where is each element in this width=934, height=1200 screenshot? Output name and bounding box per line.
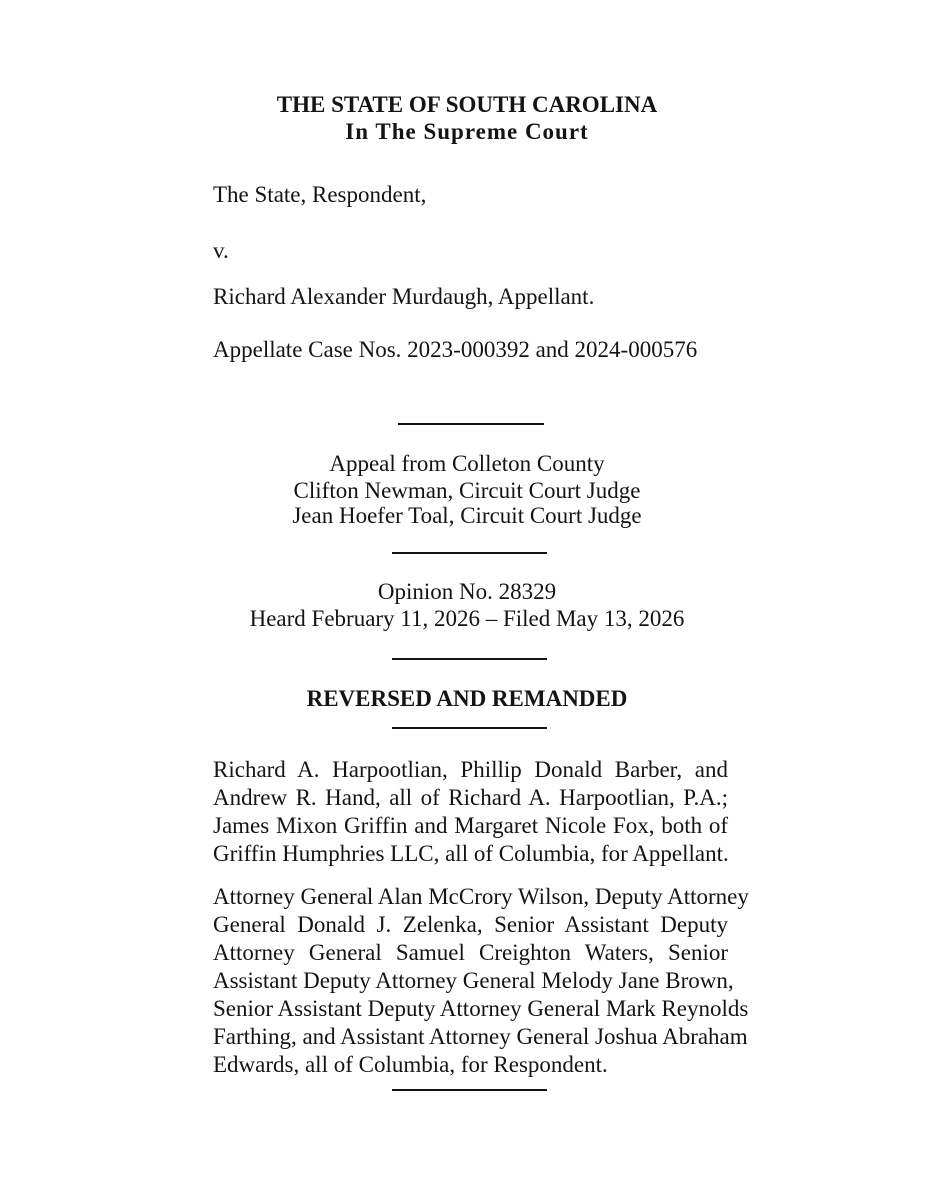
respondent-caption: The State, Respondent, (213, 182, 427, 207)
counsel-line: General Donald J. Zelenka, Senior Assistant Deputy (213, 912, 728, 937)
counsel-line: Griffin Humphries LLC, all of Columbia, for Appellant. (213, 841, 729, 866)
counsel-line: Andrew R. Hand, all of Richard A. Harpootlian, P.A.; (213, 785, 728, 810)
counsel-line: Attorney General Samuel Creighton Waters, Senior (213, 940, 728, 965)
counsel-line: Edwards, all of Columbia, for Respondent. (213, 1052, 608, 1077)
counsel-line: Richard A. Harpootlian, Phillip Donald Barber, and (213, 757, 728, 782)
trial-judge-2: Jean Hoefer Toal, Circuit Court Judge (292, 503, 642, 528)
opinion-number: Opinion No. 28329 (377, 579, 557, 604)
court-state-heading: THE STATE OF SOUTH CAROLINA (276, 92, 658, 117)
court-name-heading: In The Supreme Court (345, 119, 589, 144)
counsel-line: Attorney General Alan McCrory Wilson, Deputy Attorney (213, 884, 749, 909)
heard-filed-dates: Heard February 11, 2026 – Filed May 13, 2026 (249, 606, 685, 631)
versus-caption: v. (213, 238, 229, 263)
case-numbers: Appellate Case Nos. 2023-000392 and 2024-000576 (213, 337, 698, 362)
divider-rule (392, 658, 547, 660)
divider-rule (398, 423, 544, 425)
trial-judge-1: Clifton Newman, Circuit Court Judge (293, 478, 641, 503)
respondent-counsel-paragraph (213, 883, 749, 1079)
appellant-caption: Richard Alexander Murdaugh, Appellant. (213, 284, 595, 309)
counsel-line: Assistant Deputy Attorney General Melody Jane Brown, (213, 968, 734, 993)
divider-rule (392, 552, 547, 554)
divider-rule (392, 1089, 547, 1091)
appellant-counsel-paragraph (213, 756, 728, 868)
disposition-heading: REVERSED AND REMANDED (306, 686, 628, 711)
appeal-from-county: Appeal from Colleton County (329, 451, 605, 476)
counsel-line: Farthing, and Assistant Attorney General Joshua Abraham (213, 1024, 748, 1049)
counsel-line: James Mixon Griffin and Margaret Nicole Fox, both of (213, 813, 728, 838)
divider-rule (392, 727, 547, 729)
counsel-line: Senior Assistant Deputy Attorney General Mark Reynolds (213, 996, 749, 1021)
